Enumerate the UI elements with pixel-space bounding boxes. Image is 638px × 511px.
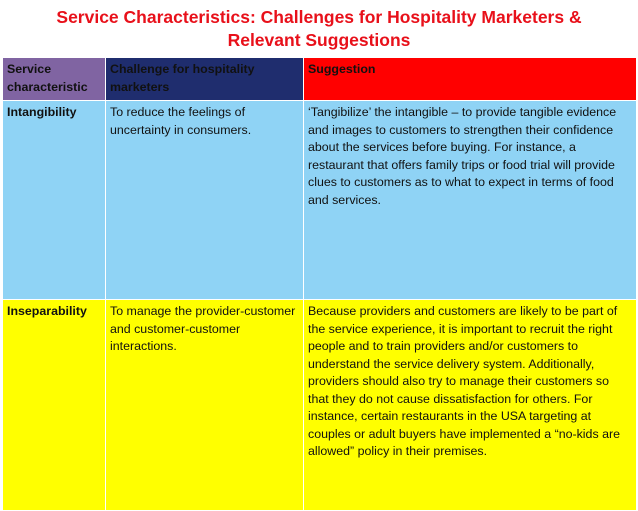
row-challenge: To reduce the feelings of uncertainty in consumers. (106, 101, 304, 300)
slide-title-line-1: Service Characteristics: Challenges for Hospitality Marketers & (56, 7, 582, 27)
characteristics-table (2, 57, 637, 511)
row-characteristic: Intangibility (3, 101, 106, 300)
table-row (3, 300, 637, 511)
row-suggestion: Because providers and customers are likely to be part of the service experience, it is important to recruit the right people and to train providers and/or customers to understand the service delivery system. Additionally, providers should also try to manage their customers so that they do not cause dissatisfaction for others. For instance, certain restaurants in the USA targeting at couples or adult buyers have implemented a “no-kids are allowed” policy in their premises. (304, 300, 637, 511)
table-header-row (3, 58, 637, 101)
row-suggestion: ‘Tangibilize’ the intangible – to provide tangible evidence and images to customers to strengthen their confidence about the services before buying. For instance, a restaurant that offers family trips or food trial will provide clues to customers as to what to expect in terms of food and services. (304, 101, 637, 300)
header-suggestion: Suggestion (304, 58, 637, 101)
header-challenge: Challenge for hospitality marketers (106, 58, 304, 101)
row-characteristic: Inseparability (3, 300, 106, 511)
table-row (3, 101, 637, 300)
slide-title (0, 6, 638, 52)
row-challenge: To manage the provider-customer and customer-customer interactions. (106, 300, 304, 511)
header-service-characteristic: Service characteristic (3, 58, 106, 101)
slide-title-line-2: Relevant Suggestions (227, 30, 411, 50)
